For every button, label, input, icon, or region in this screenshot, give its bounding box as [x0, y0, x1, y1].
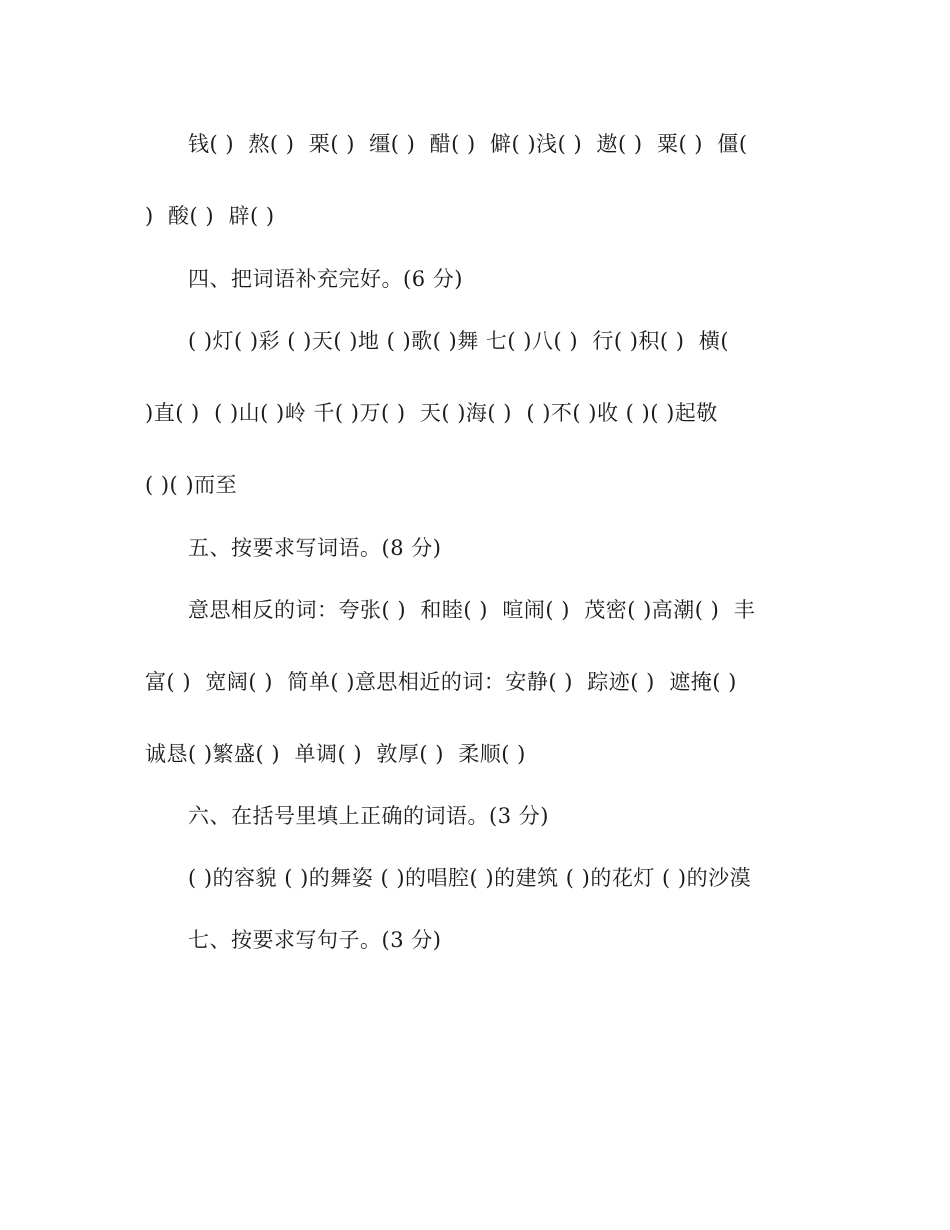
section-five-heading: 五、按要求写词语。(8 分) [188, 536, 442, 560]
char-exercise-line-2: ) 酸( ) 辟( ) [145, 204, 275, 228]
section-seven-heading: 七、按要求写句子。(3 分) [188, 928, 442, 952]
word-exercise-line-3: 诚恳( )繁盛( ) 单调( ) 敦厚( ) 柔顺( ) [145, 742, 526, 766]
word-exercise-line-2: 富( ) 宽阔( ) 简单( )意思相近的词：安静( ) 踪迹( ) 遮掩( ) [145, 670, 737, 694]
word-exercise-line-1: 意思相反的词：夸张( ) 和睦( ) 喧闹( ) 茂密( )高潮( ) 丰 [188, 598, 756, 622]
fill-in-exercise-line: ( )的容貌 ( )的舞姿 ( )的唱腔( )的建筑 ( )的花灯 ( )的沙漠 [188, 866, 752, 890]
idiom-exercise-line-3: ( )( )而至 [145, 473, 238, 497]
char-exercise-line-1: 钱( ) 熬( ) 栗( ) 缰( ) 醋( ) 僻( )浅( ) 遨( ) 粟( ) 僵( [188, 132, 748, 156]
section-four-heading: 四、把词语补充完好。(6 分) [188, 267, 463, 291]
idiom-exercise-line-2: )直( ) ( )山( )岭 千( )万( ) 天( )海( ) ( )不( )收 ( )( )起敬 [145, 401, 718, 425]
section-six-heading: 六、在括号里填上正确的词语。(3 分) [188, 804, 549, 828]
idiom-exercise-line-1: ( )灯( )彩 ( )天( )地 ( )歌( )舞 七( )八( ) 行( )积( ) 横( [188, 329, 730, 353]
